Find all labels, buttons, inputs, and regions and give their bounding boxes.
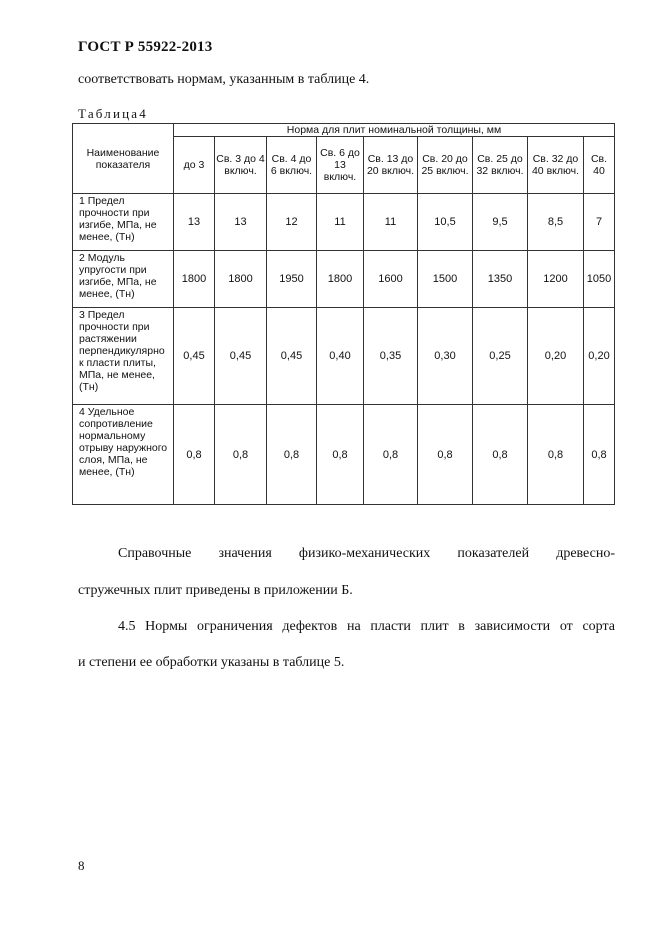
table-cell: 0,45 [267,308,317,405]
document-title: ГОСТ Р 55922-2013 [78,39,213,55]
column-header: Св. 32 до 40 включ. [528,137,584,194]
table-cell: 0,8 [584,405,615,505]
table-row [73,308,615,405]
page-number: 8 [78,858,85,873]
paragraph-4-5-line1: 4.5 Нормы ограничения дефектов на пласти плит в зависимости от сорта [118,619,615,634]
table-cell: 1800 [215,251,267,308]
table-cell: 0,8 [418,405,473,505]
table-cell: 0,8 [317,405,364,505]
row-name: 2 Модуль упругости при изгибе, МПа, не менее, (Тн) [73,251,174,308]
table-cell: 0,40 [317,308,364,405]
table-cell: 11 [364,194,418,251]
col-name-header: Наименование показателя [73,124,174,194]
table-row [73,194,615,251]
table-cell: 7 [584,194,615,251]
column-header: Св. 4 до 6 включ. [267,137,317,194]
table-row [73,405,615,505]
table-cell: 1600 [364,251,418,308]
table-caption: Таблица4 [78,106,148,121]
table-cell: 0,25 [473,308,528,405]
column-header: Св. 40 [584,137,615,194]
table-cell: 1500 [418,251,473,308]
column-header: Св. 25 до 32 включ. [473,137,528,194]
table-cell: 0,30 [418,308,473,405]
column-header: Св. 20 до 25 включ. [418,137,473,194]
row-name: 3 Предел прочности при растяжении перпендикулярно к пласти плиты, МПа, не менее, (Тн) [73,308,174,405]
table-cell: 0,8 [215,405,267,505]
table-cell: 11 [317,194,364,251]
column-header: Св. 13 до 20 включ. [364,137,418,194]
table-cell: 1800 [174,251,215,308]
table-body [73,194,615,505]
table-cell: 8,5 [528,194,584,251]
table-4-container [72,123,615,505]
table-cell: 0,20 [528,308,584,405]
table-cell: 0,35 [364,308,418,405]
table-cell: 12 [267,194,317,251]
table-cell: 0,45 [215,308,267,405]
column-header: до 3 [174,137,215,194]
table-cell: 0,8 [267,405,317,505]
table-cell: 1200 [528,251,584,308]
table-cell: 13 [174,194,215,251]
column-header: Св. 3 до 4 включ. [215,137,267,194]
row-name: 1 Предел прочности при изгибе, МПа, не менее, (Тн) [73,194,174,251]
paragraph-reference-line2: стружечных плит приведены в приложении Б. [78,583,353,598]
intro-text: соответствовать нормам, указанным в таблице 4. [78,72,370,87]
table-cell: 0,8 [473,405,528,505]
table-cell: 0,8 [174,405,215,505]
paragraph-4-5-line2: и степени ее обработки указаны в таблице 5. [78,655,345,670]
table-cell: 0,8 [528,405,584,505]
table-cell: 9,5 [473,194,528,251]
table-4 [72,123,615,505]
table-cell: 0,20 [584,308,615,405]
table-cell: 1800 [317,251,364,308]
table-cell: 1350 [473,251,528,308]
column-header: Св. 6 до 13 включ. [317,137,364,194]
table-row [73,251,615,308]
group-header: Норма для плит номинальной толщины, мм [174,124,615,137]
table-cell: 1050 [584,251,615,308]
table-cell: 0,8 [364,405,418,505]
table-cell: 1950 [267,251,317,308]
table-cell: 10,5 [418,194,473,251]
row-name: 4 Удельное сопротивление нормальному отрыву наружного слоя, МПа, не менее, (Тн) [73,405,174,505]
paragraph-reference-line1: Справочные значения физико-механических показателей древесно- [118,546,615,561]
table-cell: 0,45 [174,308,215,405]
table-cell: 13 [215,194,267,251]
